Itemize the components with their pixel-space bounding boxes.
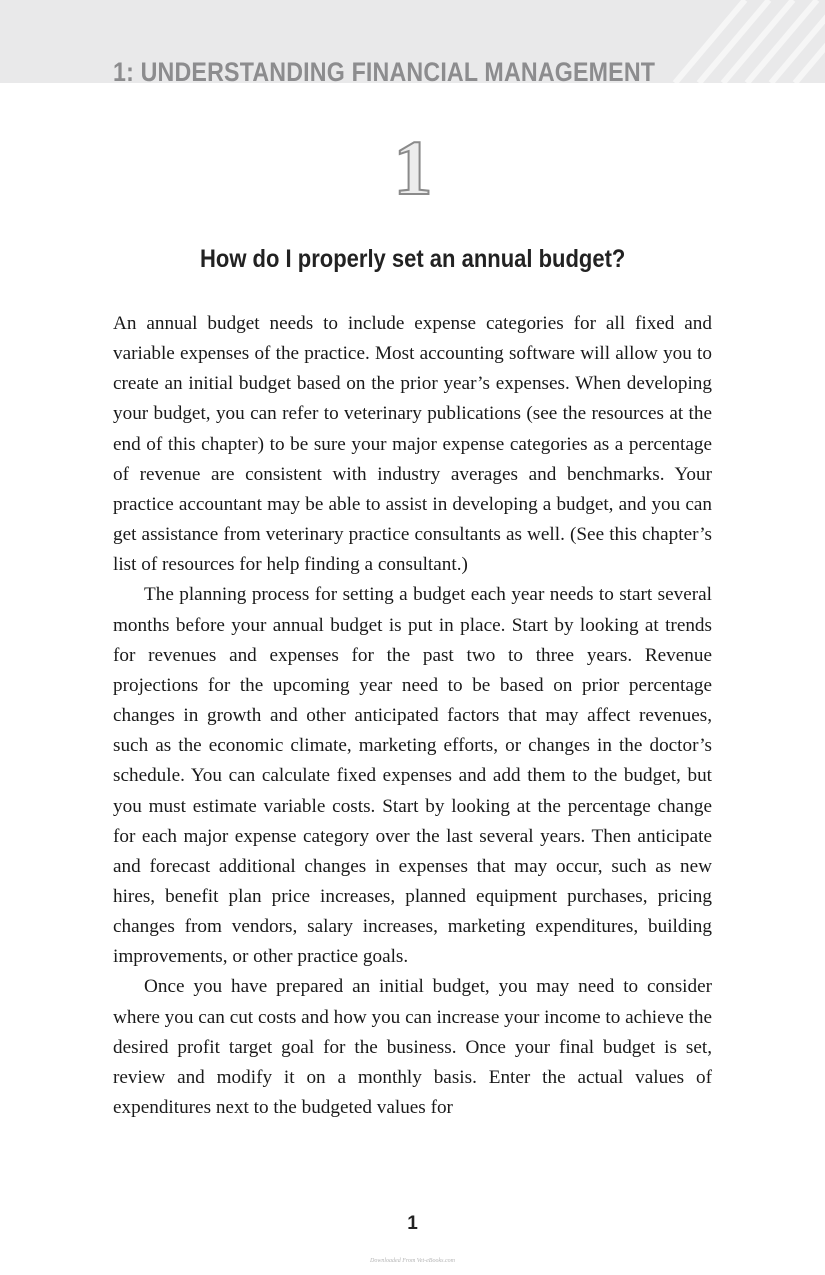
chapter-number <box>0 126 825 206</box>
page-number: 1 <box>407 1213 418 1234</box>
question-heading <box>0 241 825 277</box>
body-text <box>113 309 712 1123</box>
question-heading-text: How do I properly set an annual budget? <box>199 245 626 273</box>
diagonal-stripes-decoration <box>665 0 825 83</box>
paragraph: Once you have prepared an initial budget, you may need to consider where you can cut costs and how you can increase your income to achieve the desired profit target goal for the business. Once your final budget is set, review and modify it on a monthly basis. Enter the actual values of expenditures next to the budgeted values for <box>113 976 712 1119</box>
paragraph: An annual budget needs to include expense categories for all fixed and variable expenses of the practice. Most accounting software will allow you to create an initial budget based on the prior year’s expenses. When developing your budget, you can refer to veterinary publications (see the resources at the end of this chapter) to be sure your major expense categories as a percentage of revenue are consistent with industry averages and benchmarks. Your practice accountant may be able to assist in developing a budget, and you can get assistance from veterinary practice consultants as well. (See this chapter’s list of resources for help finding a consultant.) <box>113 313 712 576</box>
running-head: 1: UNDERSTANDING FINANCIAL MANAGEMENT <box>113 57 656 87</box>
download-watermark: Downloaded From Vet-eBooks.com <box>370 1258 455 1264</box>
chapter-number-glyph: 1 <box>393 126 432 206</box>
paragraph: The planning process for setting a budget each year needs to start several months before your annual budget is put in place. Start by looking at trends for revenues and expenses for the past two to three years. Revenue projections for the upcoming year need to be based on prior percentage changes in growth and other anticipated factors that may affect revenues, such as the economic climate, marketing efforts, or changes in the doctor’s schedule. You can calculate fixed expenses and add them to the budget, but you must estimate variable costs. Start by looking at the percentage change for each major expense category over the last several years. Then anticipate and forecast additional changes in expenses that may occur, such as new hires, benefit plan price increases, planned equipment purchases, pricing changes from vendors, salary increases, marketing expenditures, building improvements, or other practice goals. <box>113 584 712 968</box>
